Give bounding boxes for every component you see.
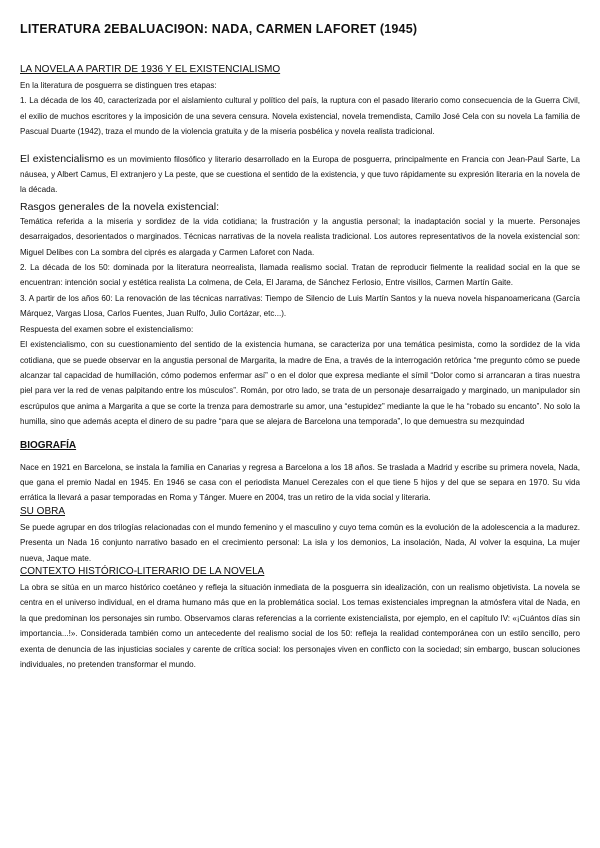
section-heading-biografia: BIOGRAFÍA (20, 439, 77, 451)
intro-text: En la literatura de posguerra se distinguen tres etapas: (20, 81, 217, 90)
section-heading-contexto: CONTEXTO HISTÓRICO-LITERARIO DE LA NOVELA (20, 565, 265, 577)
respuesta-text: El existencialismo, con su cuestionamiento del sentido de la existencia humana, se caracteriza por una temática pesimista, como la sordidez de la vida cotidiana, que se puede observar en la angustia personal de Margarita, la madre de Ena, a través de la interrogación retórica “me pregunto cómo se puede alcanzar tal capacidad de humillación, cómo podemos enfermar así” o en el dolor que expresa mediante el símil “Dolor como si arrancaran a tiras nuestra piel para ver la red de venas palpitando entre los músculos”. Román, por otro lado, se trata de un personaje desarraigado y marginado, un manipulador sin escrúpulos que anima a Margarita a que se corte la trenza para demostrarle su amor, una “estupidez” mediante la que le ha “robado su encanto”. No solo la humilla, sino que además acepta el dinero de su padre “para que se alejara de Barcelona una temporada”, lo que demuestra su mezquindad (20, 340, 580, 427)
rasgos-heading: Rasgos generales de la novela existencial: (20, 200, 220, 213)
point-3-text: 3. A partir de los años 60: La renovación de las técnicas narrativas: Tiempo de Silencio de Luis Martín Santos y la nueva novela hispanoamericana (García Márquez, Vargas Llosa, Carlos Fuentes, Juan Rulfo, Julio Cortázar, etc...). (20, 293, 580, 319)
section-heading-obra: SU OBRA (20, 505, 66, 517)
document-page (20, 22, 580, 672)
obra-text: Se puede agrupar en dos trilogías relacionadas con el mundo femenino y el masculino y cuyo tema común es la evolución de la adolescencia a la madurez. Presenta un Nada 16 conjunto narrativo basado en el crecimiento personal: La isla y los demonios, La insolación, Nada, Al volver la esquina, La mujer nueva, Jaque mate. (20, 522, 580, 563)
biografia-text: Nace en 1921 en Barcelona, se instala la familia en Canarias y regresa a Barcelona a los 18 años. Se traslada a Madrid y escribe su primera novela, Nada, que gana el premio Nadal en 1945. En 1946 se casa con el periodista Manuel Cerezales con el que tiene 5 hijos y del que se separa en 1970. Su vida errática la llevará a pasar temporadas en Roma y Tánger. Muere en 2004, tras un retiro de la vida social y literaria. (20, 462, 580, 503)
point-2-text: 2. La década de los 50: dominada por la literatura neorrealista, llamada realismo social. Tratan de reproducir fielmente la realidad social en la que se encuentran: intención social y estética realista La colmena, de Cela, El Jarama, de Sánchez Ferlosio, Entre visillos, Carmen Martín Gaite. (20, 263, 580, 288)
respuesta-heading: Respuesta del examen sobre el existencialismo: (20, 324, 194, 334)
point-1-text: 1. La década de los 40, caracterizada por el aislamiento cultural y político del país, la ruptura con el pasado literario como consecuencia de la Guerra Civil, el exilio de muchos escritores y la imposición de una severa censura. Novela existencial, novela tremendista, Camilo José Cela con su novela La familia de Pascual Duarte (1942), traza el mundo de la violencia gratuita y de la miseria posbélica y novela realista tradicional. (20, 96, 580, 137)
section-heading-novela: LA NOVELA A PARTIR DE 1936 Y EL EXISTENCIALISMO (20, 64, 281, 75)
page-title: LITERATURA 2EBALUACI9ON: NADA, CARMEN LAFORET (1945) (20, 22, 418, 36)
contexto-text: La obra se sitúa en un marco histórico coetáneo y refleja la situación inmediata de la posguerra sin idealización, con un realismo objetivista. La novela se centra en el universo individual, en el drama humano más que en la problemática social. Los temas existenciales impregnan la atmósfera vital de Nada, en la que predominan los personajes sin rumbo. Observamos claras referencias a la corriente existencialista, por ejemplo, en el capítulo IV: «¡Cuántos días sin importancia...!». Considerada también como un antecedente del realismo social de los 50: refleja la realidad contemporánea con un estilo sencillo, pero exenta de denuncia de las injusticias sociales y carente de crítica social: los personajes viven en conflicto con la sociedad; sin embargo, buscan soluciones individuales, no pretenden transformar el mundo. (20, 582, 580, 669)
rasgos-text: Temática referida a la miseria y sordidez de la vida cotidiana; la frustración y la angustia personal; la inadaptación social y la muerte. Personajes desarraigados, desorientados o marginados. Técnicas narrativas de la novela realista tradicional. Los autores representativos de la novela existencial son: Miguel Delibes con La sombra del ciprés es alargada y Carmen Laforet con Nada. (20, 216, 580, 257)
existencialismo-term: El existencialismo (20, 152, 104, 165)
existencialismo-text: es un movimiento filosófico y literario desarrollado en la Europa de posguerra, principalmente en Francia con Jean-Paul Sarte, La náusea, y Albert Camus, El extranjero y La peste, que se cuestiona el sentido de la existencia, y que tuvo rápidamente su expresión literaria en la novela de la década. (20, 154, 580, 195)
existencialismo-paragraph (20, 152, 580, 198)
